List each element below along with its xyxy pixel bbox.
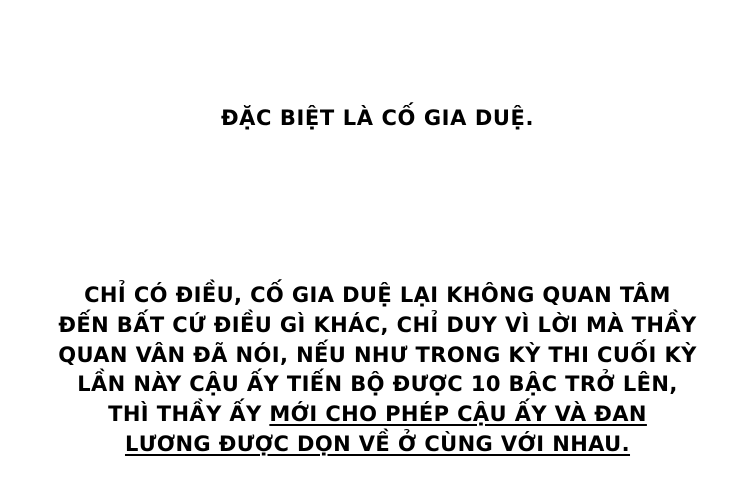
line-5-plain: THÌ THẦY ẤY: [108, 402, 270, 427]
line-5-underlined: MỚI CHO PHÉP CẬU ẤY VÀ ĐAN: [269, 402, 647, 427]
bottom-caption-block: [0, 281, 755, 460]
top-caption-line: ĐẶC BIỆT LÀ CỐ GIA DUỆ.: [220, 106, 535, 130]
bottom-caption-line-1: CHỈ CÓ ĐIỀU, CỐ GIA DUỆ LẠI KHÔNG QUAN TÂM: [84, 283, 671, 307]
bottom-caption-line-6: [0, 430, 755, 460]
bottom-caption-line-5: [0, 400, 755, 430]
bottom-caption-line-2: ĐẾN BẤT CỨ ĐIỀU GÌ KHÁC, CHỈ DUY VÌ LỜI MÀ THẦY: [58, 312, 697, 337]
bottom-caption-line-3: QUAN VÂN ĐÃ NÓI, NẾU NHƯ TRONG KỲ THI CUỐI KỲ: [58, 342, 697, 367]
bottom-caption-line-4: LẦN NÀY CẬU ẤY TIẾN BỘ ĐƯỢC 10 BẬC TRỞ LÊN,: [77, 372, 678, 397]
line-6-underlined: LƯƠNG ĐƯỢC DỌN VỀ Ở CÙNG VỚI NHAU.: [124, 432, 631, 457]
top-caption-block: [0, 105, 755, 131]
